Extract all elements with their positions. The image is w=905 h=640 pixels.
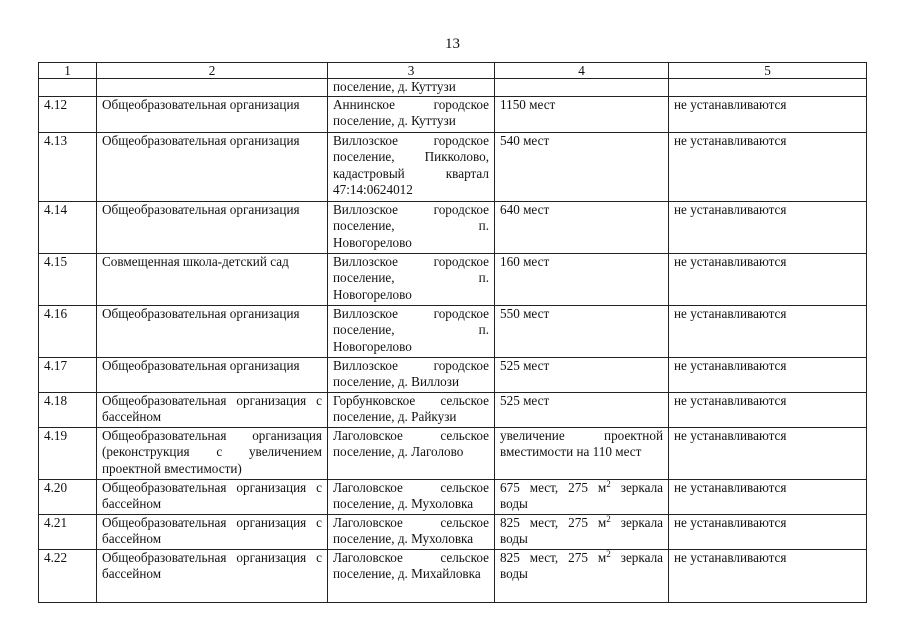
capacity-tail: зеркала воды: [500, 479, 663, 511]
facility-name: Общеобразовательная организация с бассейном: [97, 514, 328, 549]
table-row: [39, 549, 867, 602]
facility-name: Общеобразовательная организация с бассейном: [97, 549, 328, 602]
page-number: 13: [445, 36, 460, 52]
row-number: 4.18: [39, 392, 97, 427]
facility-capacity: 525 мест: [495, 357, 669, 392]
table-cell: [669, 79, 867, 97]
facility-note: не устанавливаются: [669, 201, 867, 253]
facility-capacity: увеличение проектной вместимости на 110 мест: [495, 427, 669, 479]
facility-name: Общеобразовательная организация с бассейном: [97, 392, 328, 427]
table-row: [39, 479, 867, 514]
capacity-main: 825 мест, 275 м: [500, 514, 607, 530]
row-number: 4.12: [39, 96, 97, 132]
facility-note: не устанавливаются: [669, 392, 867, 427]
facility-name: Совмещенная школа-детский сад: [97, 253, 328, 305]
table-row: [39, 392, 867, 427]
facility-note: не устанавливаются: [669, 96, 867, 132]
facility-location: Виллозское городское поселение, Пикколово, кадастровый квартал 47:14:0624012: [328, 132, 495, 201]
superscript: 2: [606, 479, 611, 489]
facility-capacity: 1150 мест: [495, 96, 669, 132]
facility-name: Общеобразовательная организация (реконструкция с увеличением проектной вместимости): [97, 427, 328, 479]
facility-location: Виллозское городское поселение, д. Виллози: [328, 357, 495, 392]
facility-name: Общеобразовательная организация: [97, 357, 328, 392]
row-number: 4.13: [39, 132, 97, 201]
facility-location: Лаголовское сельское поселение, д. Мухоловка: [328, 479, 495, 514]
column-header: 4: [495, 63, 669, 79]
facility-capacity: 525 мест: [495, 392, 669, 427]
facility-location: Виллозское городское поселение, п. Новогорелово: [328, 253, 495, 305]
facility-name: Общеобразовательная организация: [97, 201, 328, 253]
facility-note: не устанавливаются: [669, 549, 867, 602]
facility-note: не устанавливаются: [669, 427, 867, 479]
facility-location: Лаголовское сельское поселение, д. Мухоловка: [328, 514, 495, 549]
facilities-table: [38, 62, 867, 603]
column-header: 5: [669, 63, 867, 79]
facility-location: Аннинское городское поселение, д. Куттузи: [328, 96, 495, 132]
table-cell: [97, 79, 328, 97]
facility-capacity: [495, 549, 669, 602]
table-row: [39, 253, 867, 305]
row-number: 4.22: [39, 549, 97, 602]
row-number: 4.20: [39, 479, 97, 514]
table-cell: [495, 79, 669, 97]
column-header: 1: [39, 63, 97, 79]
facility-location: Лаголовское сельское поселение, д. Лаголово: [328, 427, 495, 479]
row-number: 4.17: [39, 357, 97, 392]
capacity-main: 675 мест, 275 м: [500, 479, 607, 495]
superscript: 2: [606, 514, 611, 524]
facility-name: Общеобразовательная организация: [97, 132, 328, 201]
table-row: [39, 514, 867, 549]
facility-capacity: 160 мест: [495, 253, 669, 305]
row-number: 4.21: [39, 514, 97, 549]
facility-name: Общеобразовательная организация: [97, 305, 328, 357]
facility-note: не устанавливаются: [669, 514, 867, 549]
column-header: 2: [97, 63, 328, 79]
table-cell-location: поселение, д. Куттузи: [328, 79, 495, 97]
row-number: 4.16: [39, 305, 97, 357]
capacity-tail: зеркала воды: [500, 549, 663, 581]
table-row: [39, 96, 867, 132]
facility-note: не устанавливаются: [669, 253, 867, 305]
table-cell: [39, 79, 97, 97]
table-row: [39, 427, 867, 479]
facility-location: Виллозское городское поселение, п. Новогорелово: [328, 305, 495, 357]
facility-note: не устанавливаются: [669, 357, 867, 392]
row-number: 4.19: [39, 427, 97, 479]
row-number: 4.15: [39, 253, 97, 305]
facility-location: Виллозское городское поселение, п. Новогорелово: [328, 201, 495, 253]
facility-note: не устанавливаются: [669, 479, 867, 514]
column-header: 3: [328, 63, 495, 79]
capacity-main: 825 мест, 275 м: [500, 549, 607, 565]
facility-location: Лаголовское сельское поселение, д. Михайловка: [328, 549, 495, 602]
table-header-row: [39, 63, 867, 79]
table-row: [39, 132, 867, 201]
facility-note: не устанавливаются: [669, 305, 867, 357]
facility-name: Общеобразовательная организация: [97, 96, 328, 132]
facility-name: Общеобразовательная организация с бассейном: [97, 479, 328, 514]
facility-capacity: 540 мест: [495, 132, 669, 201]
table-row: [39, 357, 867, 392]
continuation-row: [39, 79, 867, 97]
facility-note: не устанавливаются: [669, 132, 867, 201]
facility-capacity: 550 мест: [495, 305, 669, 357]
table-row: [39, 201, 867, 253]
facility-capacity: [495, 514, 669, 549]
facility-location: Горбунковское сельское поселение, д. Райкузи: [328, 392, 495, 427]
superscript: 2: [606, 549, 611, 559]
facility-capacity: 640 мест: [495, 201, 669, 253]
capacity-tail: зеркала воды: [500, 514, 663, 546]
facility-capacity: [495, 479, 669, 514]
table-row: [39, 305, 867, 357]
row-number: 4.14: [39, 201, 97, 253]
